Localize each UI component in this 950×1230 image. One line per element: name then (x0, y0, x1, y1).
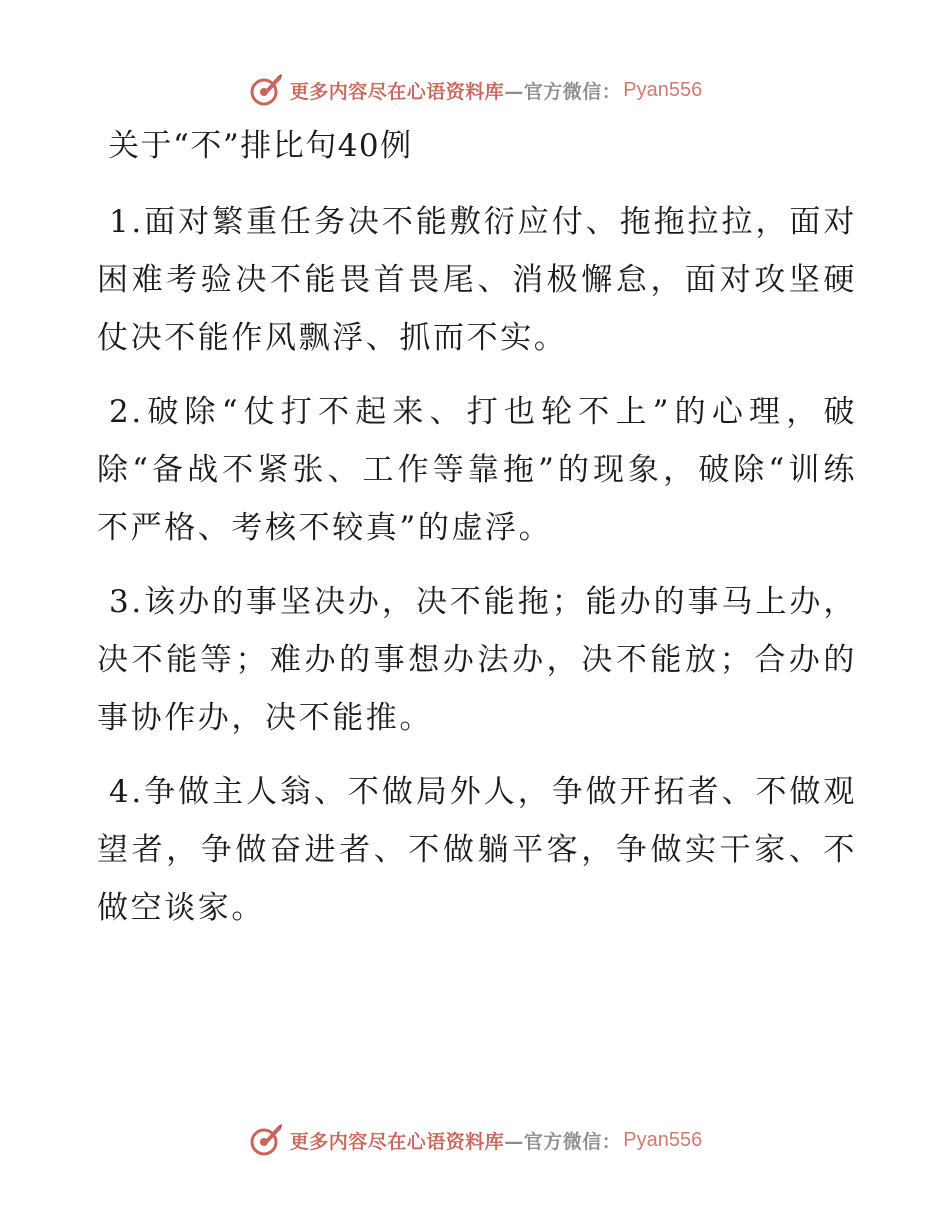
watermark-site-text: 更多内容尽在心语资料库 (289, 1130, 505, 1153)
watermark-official-text: —官方微信： (504, 80, 622, 103)
watermark-site-text: 更多内容尽在心语资料库 (289, 80, 505, 103)
footer-watermark (0, 1120, 950, 1160)
quill-logo-icon (248, 1122, 284, 1158)
watermark-official-text: —官方微信： (504, 1130, 622, 1153)
list-item-3: 3.该办的事坚决办，决不能拖；能办的事马上办，决不能等；难办的事想办法办，决不能放；合办的事协作办，决不能推。 (97, 584, 857, 736)
list-item-2: 2.破除“仗打不起来、打也轮不上”的心理，破除“备战不紧张、工作等靠拖”的现象，破除“训练不严格、考核不较真”的虚浮。 (97, 394, 857, 546)
watermark-account-id: Pyan556 (623, 78, 703, 101)
document-body (97, 193, 857, 953)
quill-logo-icon (248, 72, 284, 108)
watermark-account-id: Pyan556 (623, 1128, 703, 1151)
list-item-4: 4.争做主人翁、不做局外人，争做开拓者、不做观望者，争做奋进者、不做躺平客，争做实干家、不做空谈家。 (97, 774, 857, 926)
document-title: 关于“不”排比句40例 (108, 128, 413, 164)
header-watermark (0, 70, 950, 110)
list-item-1: 1.面对繁重任务决不能敷衍应付、拖拖拉拉，面对困难考验决不能畏首畏尾、消极懈怠，面对攻坚硬仗决不能作风飘浮、抓而不实。 (97, 204, 857, 356)
